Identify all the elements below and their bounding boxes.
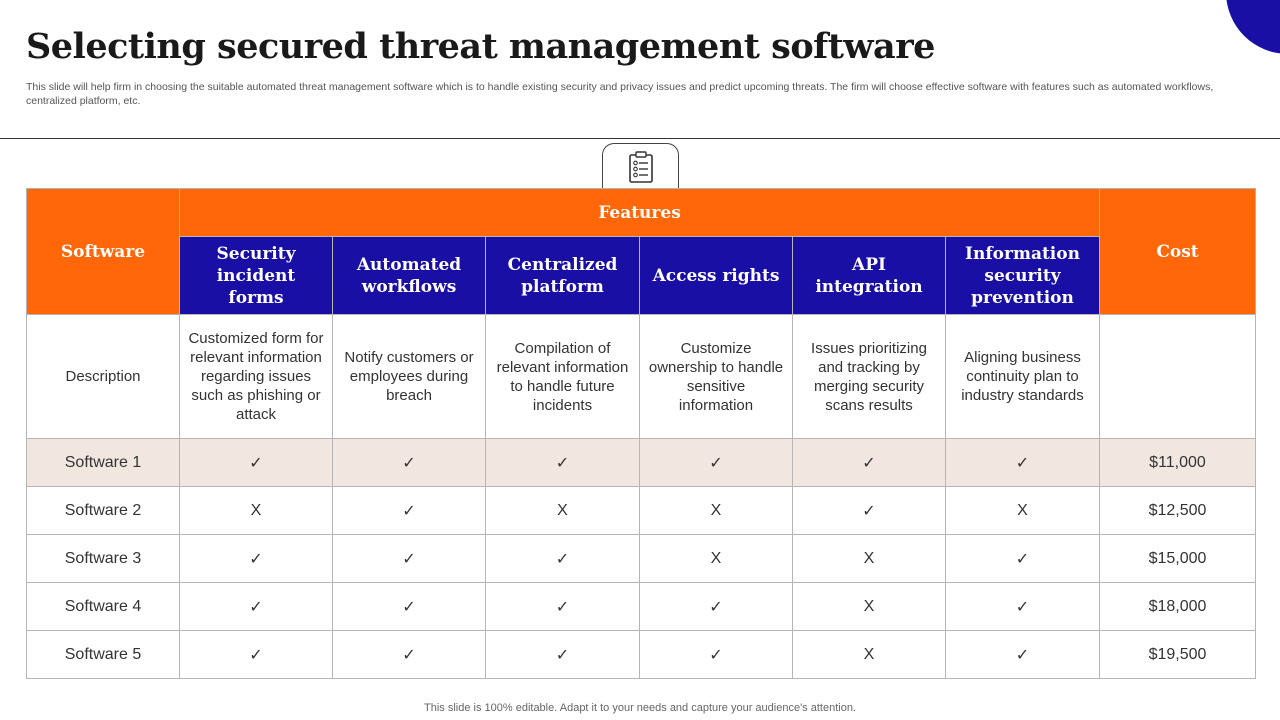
feature-mark: ✓ bbox=[793, 487, 946, 535]
feature-mark: ✓ bbox=[793, 439, 946, 487]
table-row bbox=[27, 535, 1256, 583]
comparison-table bbox=[26, 188, 1256, 679]
feature-header: Security incident forms bbox=[180, 237, 333, 315]
description-cell: Aligning business continuity plan to industry standards bbox=[946, 315, 1100, 439]
feature-mark: ✓ bbox=[640, 439, 793, 487]
feature-mark: ✓ bbox=[180, 631, 333, 679]
feature-mark: X bbox=[640, 535, 793, 583]
feature-mark: X bbox=[946, 487, 1100, 535]
description-row bbox=[27, 315, 1256, 439]
software-name: Software 1 bbox=[27, 439, 180, 487]
cost-value: $15,000 bbox=[1100, 535, 1256, 583]
feature-mark: ✓ bbox=[333, 631, 486, 679]
cost-value: $18,000 bbox=[1100, 583, 1256, 631]
header-divider bbox=[0, 138, 1280, 139]
feature-mark: ✓ bbox=[640, 583, 793, 631]
feature-mark: ✓ bbox=[946, 583, 1100, 631]
description-cell: Issues prioritizing and tracking by merging security scans results bbox=[793, 315, 946, 439]
feature-mark: ✓ bbox=[946, 631, 1100, 679]
description-cell: Notify customers or employees during breach bbox=[333, 315, 486, 439]
feature-mark: X bbox=[793, 583, 946, 631]
table-row bbox=[27, 439, 1256, 487]
table-row bbox=[27, 631, 1256, 679]
feature-mark: ✓ bbox=[486, 535, 640, 583]
icon-tab bbox=[602, 143, 679, 190]
cost-column-header: Cost bbox=[1100, 189, 1256, 315]
empty-cost-cell bbox=[1100, 315, 1256, 439]
description-cell: Compilation of relevant information to handle future incidents bbox=[486, 315, 640, 439]
table-row bbox=[27, 583, 1256, 631]
features-header: Features bbox=[180, 189, 1100, 237]
feature-header: Information security prevention bbox=[946, 237, 1100, 315]
checklist-icon bbox=[628, 151, 654, 183]
feature-mark: ✓ bbox=[333, 439, 486, 487]
feature-header: Access rights bbox=[640, 237, 793, 315]
software-name: Software 2 bbox=[27, 487, 180, 535]
software-name: Software 4 bbox=[27, 583, 180, 631]
software-column-header: Software bbox=[27, 189, 180, 315]
software-name: Software 3 bbox=[27, 535, 180, 583]
description-cell: Customize ownership to handle sensitive information bbox=[640, 315, 793, 439]
feature-mark: ✓ bbox=[946, 535, 1100, 583]
feature-mark: ✓ bbox=[333, 487, 486, 535]
feature-mark: X bbox=[793, 535, 946, 583]
corner-decoration bbox=[1226, 0, 1280, 54]
feature-mark: ✓ bbox=[333, 535, 486, 583]
feature-mark: ✓ bbox=[333, 583, 486, 631]
description-cell: Customized form for relevant information regarding issues such as phishing or attack bbox=[180, 315, 333, 439]
cost-value: $11,000 bbox=[1100, 439, 1256, 487]
feature-mark: X bbox=[486, 487, 640, 535]
feature-header: API integration bbox=[793, 237, 946, 315]
page-subtitle: This slide will help firm in choosing the suitable automated threat management software which is to handle existing security and privacy issues and predict upcoming threats. The firm will choose effective software with features such as automated workflows, centralized platform, etc. bbox=[26, 81, 1214, 107]
footer-note: This slide is 100% editable. Adapt it to your needs and capture your audience's attention. bbox=[424, 702, 856, 714]
feature-mark: X bbox=[640, 487, 793, 535]
feature-mark: ✓ bbox=[486, 631, 640, 679]
feature-mark: ✓ bbox=[946, 439, 1100, 487]
cost-value: $19,500 bbox=[1100, 631, 1256, 679]
feature-mark: X bbox=[180, 487, 333, 535]
software-name: Software 5 bbox=[27, 631, 180, 679]
page-title: Selecting secured threat management software bbox=[26, 26, 935, 67]
feature-mark: ✓ bbox=[640, 631, 793, 679]
row-label: Description bbox=[27, 315, 180, 439]
cost-value: $12,500 bbox=[1100, 487, 1256, 535]
feature-mark: X bbox=[793, 631, 946, 679]
feature-header: Automated workflows bbox=[333, 237, 486, 315]
feature-mark: ✓ bbox=[180, 439, 333, 487]
feature-mark: ✓ bbox=[486, 439, 640, 487]
feature-mark: ✓ bbox=[180, 583, 333, 631]
feature-mark: ✓ bbox=[180, 535, 333, 583]
table-row bbox=[27, 487, 1256, 535]
feature-mark: ✓ bbox=[486, 583, 640, 631]
feature-header: Centralized platform bbox=[486, 237, 640, 315]
